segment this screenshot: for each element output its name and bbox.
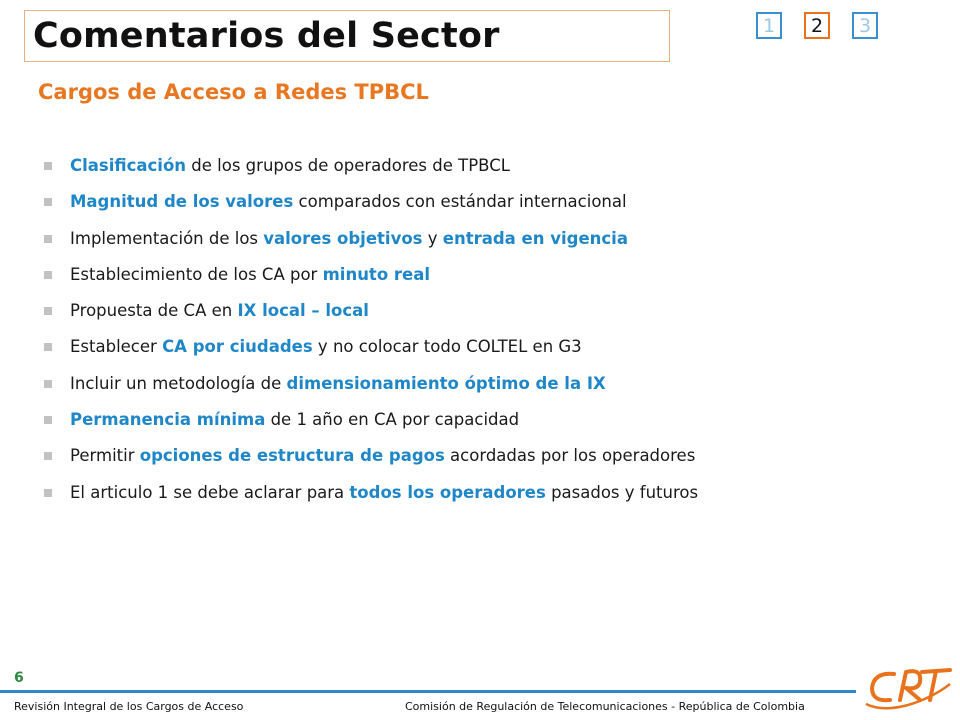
crt-logo-icon xyxy=(864,660,954,714)
square-bullet-icon xyxy=(44,307,52,315)
page-nav-3[interactable]: 3 xyxy=(852,12,878,39)
bullet-text: Permitir xyxy=(70,446,140,466)
highlighted-text: Permanencia mínima xyxy=(70,410,266,430)
square-bullet-icon xyxy=(44,416,52,424)
page-number: 6 xyxy=(14,670,24,686)
bullet-text: y xyxy=(422,228,443,248)
square-bullet-icon xyxy=(44,162,52,170)
page-title: Comentarios del Sector xyxy=(33,16,500,56)
bullet-text: de los grupos de operadores de TPBCL xyxy=(186,156,510,175)
footer-left-text: Revisión Integral de los Cargos de Acceso xyxy=(14,700,244,713)
bullet-item xyxy=(44,336,698,372)
square-bullet-icon xyxy=(44,343,52,351)
bullet-item xyxy=(44,228,698,264)
highlighted-text: Magnitud de los valores xyxy=(70,192,294,212)
square-bullet-icon xyxy=(44,380,52,388)
bullet-text: El articulo 1 se debe aclarar para xyxy=(70,482,350,502)
page-nav-1[interactable]: 1 xyxy=(756,12,782,39)
square-bullet-icon xyxy=(44,198,52,206)
highlighted-text: IX local – local xyxy=(237,301,369,321)
bullet-item xyxy=(44,409,698,445)
title-box xyxy=(24,10,670,62)
bullet-text: acordadas por los operadores xyxy=(444,446,696,466)
section-subtitle: Cargos de Acceso a Redes TPBCL xyxy=(38,80,429,104)
bullet-text: Implementación de los xyxy=(70,228,264,248)
bullet-item xyxy=(44,373,698,409)
bullet-text: pasados y futuros xyxy=(545,482,699,502)
highlighted-text: entrada en vigencia xyxy=(442,228,628,248)
highlighted-text: valores objetivos xyxy=(263,228,423,248)
page-nav-2[interactable]: 2 xyxy=(804,12,830,39)
square-bullet-icon xyxy=(44,489,52,497)
bullet-item xyxy=(44,300,698,336)
highlighted-text: opciones de estructura de pagos xyxy=(139,446,445,466)
highlighted-text: Clasificación xyxy=(70,156,187,175)
footer-right-text: Comisión de Regulación de Telecomunicaciones - República de Colombia xyxy=(405,700,805,713)
bullet-text: Establecimiento de los CA por xyxy=(70,264,323,284)
bullet-item xyxy=(44,445,698,481)
bullet-text: Incluir un metodología de xyxy=(70,373,287,393)
highlighted-text: todos los operadores xyxy=(349,482,546,502)
bullet-list xyxy=(44,155,698,518)
highlighted-text: minuto real xyxy=(322,264,431,284)
highlighted-text: CA por ciudades xyxy=(162,337,313,357)
bullet-text: Establecer xyxy=(70,337,163,357)
bullet-item xyxy=(44,482,698,518)
bullet-text: comparados con estándar internacional xyxy=(293,192,627,212)
bullet-text: Propuesta de CA en xyxy=(70,301,238,321)
square-bullet-icon xyxy=(44,271,52,279)
bullet-item xyxy=(44,191,698,227)
square-bullet-icon xyxy=(44,452,52,460)
bullet-item xyxy=(44,155,698,191)
bullet-item xyxy=(44,264,698,300)
bullet-text: de 1 año en CA por capacidad xyxy=(265,410,520,430)
footer-divider xyxy=(0,690,856,693)
square-bullet-icon xyxy=(44,235,52,243)
highlighted-text: dimensionamiento óptimo de la IX xyxy=(286,373,606,393)
bullet-text: y no colocar todo COLTEL en G3 xyxy=(312,337,582,357)
